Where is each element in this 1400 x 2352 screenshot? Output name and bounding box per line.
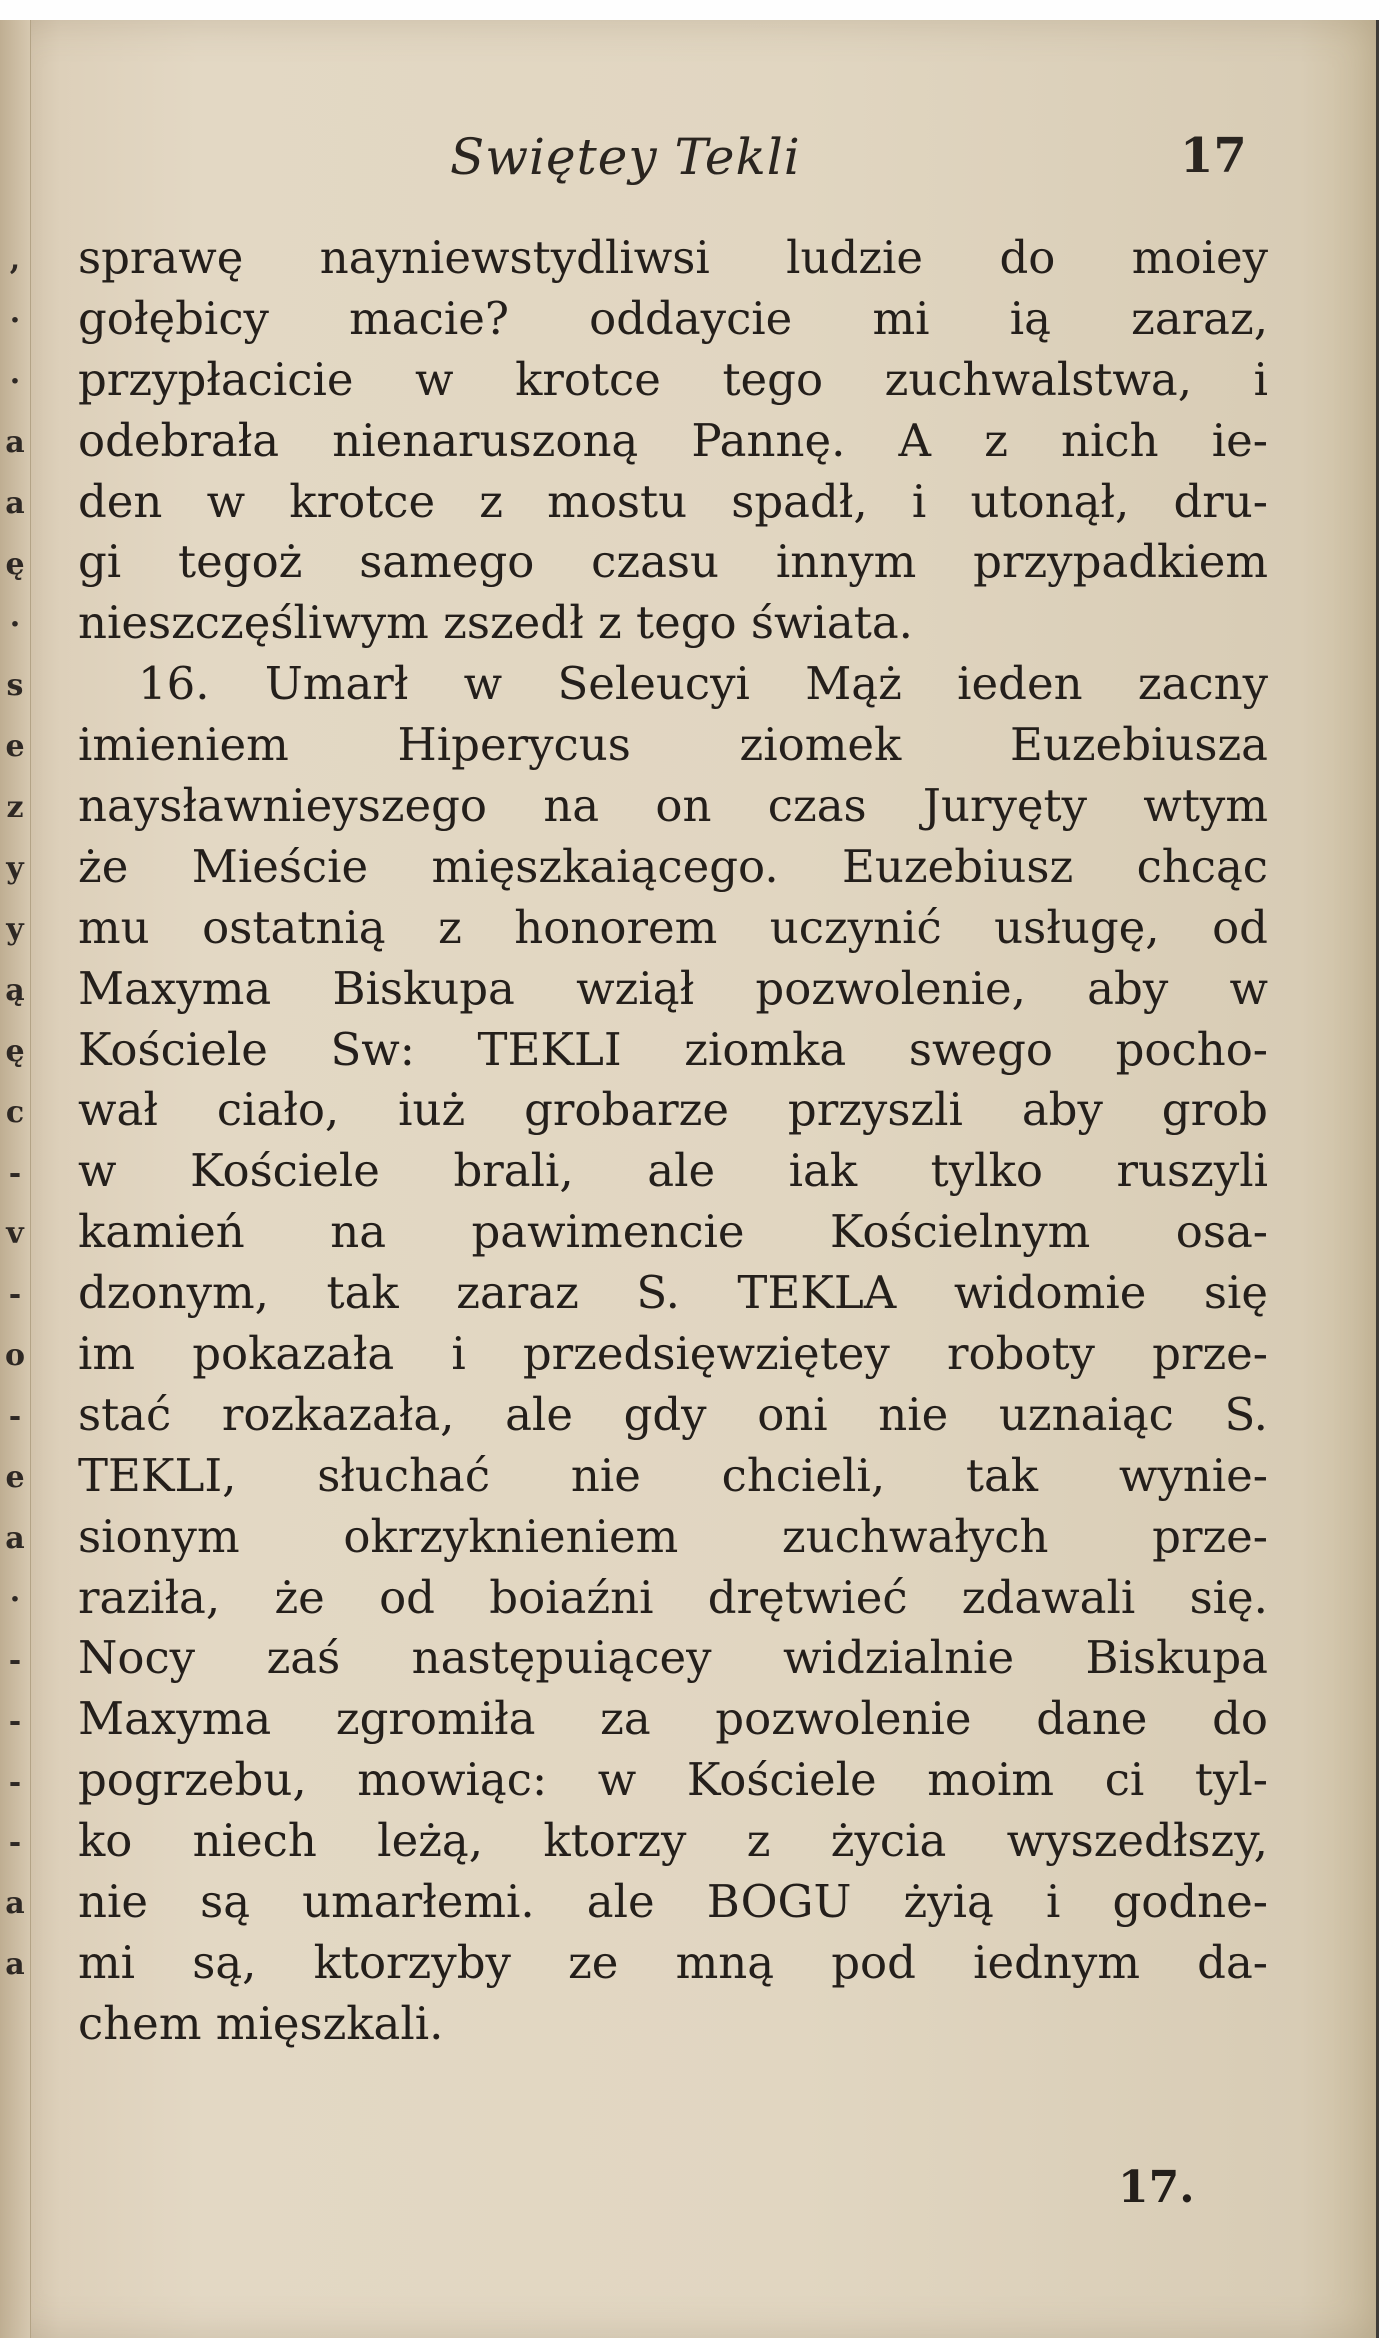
gutter-glyph: a bbox=[5, 1947, 25, 1983]
text-line: gi tegoż samego czasu innym przypadkiem bbox=[78, 535, 1268, 589]
gutter-glyph: y bbox=[6, 851, 24, 886]
text-line: wał ciało, iuż grobarze przyszli aby grob bbox=[78, 1083, 1268, 1137]
gutter-glyph: y bbox=[6, 911, 24, 947]
gutter-glyph: a bbox=[5, 485, 25, 521]
running-head bbox=[80, 128, 1260, 198]
gutter-glyph: · bbox=[9, 302, 21, 338]
gutter-glyph: z bbox=[6, 790, 24, 826]
body-text bbox=[78, 228, 1268, 2055]
text-line: ko niech leżą, ktorzy z życia wyszedłszy, bbox=[78, 1814, 1268, 1868]
text-line: przypłacicie w krotce tego zuchwalstwa, i bbox=[78, 352, 1268, 406]
catchword: 17. bbox=[1118, 2162, 1195, 2213]
gutter-glyph: s bbox=[6, 668, 24, 704]
text-line: że Mieście mięszkaiącego. Euzebiusz chcąc bbox=[78, 839, 1268, 893]
text-line: raziła, że od boiaźni drętwieć zdawali się. bbox=[78, 1570, 1268, 1624]
text-line: nie są umarłemi. ale BOGU żyią i godne- bbox=[78, 1875, 1268, 1929]
text-line: nieszczęśliwym zszedł z tego świata. bbox=[78, 596, 913, 650]
text-line: chem mięszkali. bbox=[78, 1996, 444, 2050]
text-line: TEKLI, słuchać nie chcieli, tak wynie- bbox=[78, 1448, 1268, 1502]
text-line: den w krotce z mostu spadł, i utonął, dru- bbox=[78, 474, 1268, 528]
gutter-glyph: - bbox=[8, 1399, 22, 1435]
facing-page-gutter bbox=[0, 20, 31, 2338]
gutter-glyph: ą bbox=[5, 972, 25, 1008]
text-line: dzonym, tak zaraz S. TEKLA widomie się bbox=[78, 1266, 1268, 1320]
text-line: imieniem Hiperycus ziomek Euzebiusza bbox=[78, 718, 1268, 772]
scan-margin bbox=[0, 2338, 1400, 2352]
page-number: 17 bbox=[1180, 128, 1247, 184]
gutter-glyph: ę bbox=[5, 1033, 25, 1069]
text-line: Maxyma Biskupa wziął pozwolenie, aby w bbox=[78, 961, 1268, 1015]
gutter-glyph: e bbox=[5, 729, 25, 765]
gutter-glyph: - bbox=[8, 1764, 22, 1800]
text-line: sprawę nayniewstydliwsi ludzie do moiey bbox=[78, 231, 1268, 284]
gutter-glyph: v bbox=[6, 1216, 24, 1252]
gutter-glyph: o bbox=[4, 1338, 25, 1374]
gutter-glyph: - bbox=[8, 1155, 22, 1191]
running-title: Swiętey Tekli bbox=[450, 128, 801, 186]
book-page bbox=[0, 20, 1379, 2338]
gutter-glyph: · bbox=[9, 607, 21, 643]
text-line: stać rozkazała, ale gdy oni nie uznaiąc S. bbox=[78, 1387, 1268, 1441]
gutter-glyph: a bbox=[5, 1886, 25, 1922]
text-line: naysławnieyszego na on czas Juryęty wtym bbox=[78, 779, 1268, 833]
text-line: mu ostatnią z honorem uczynić usługę, od bbox=[78, 900, 1268, 954]
gutter-glyph: , bbox=[9, 242, 21, 277]
text-line: odebrała nienaruszoną Pannę. A z nich ie- bbox=[78, 413, 1268, 467]
gutter-glyph: · bbox=[9, 1581, 21, 1617]
gutter-glyph: a bbox=[5, 1520, 25, 1556]
gutter-glyph: - bbox=[8, 1277, 22, 1313]
gutter-glyph: ę bbox=[5, 546, 25, 582]
text-line: mi są, ktorzyby ze mną pod iednym da- bbox=[78, 1935, 1268, 1989]
text-line: sionym okrzyknieniem zuchwałych prze- bbox=[78, 1509, 1268, 1563]
text-line: pogrzebu, mowiąc: w Kościele moim ci tyl- bbox=[78, 1753, 1268, 1807]
gutter-glyph: - bbox=[8, 1825, 22, 1861]
text-line: im pokazała i przedsięwziętey roboty prze- bbox=[78, 1327, 1268, 1381]
gutter-glyph: a bbox=[5, 424, 25, 460]
text-line: gołębicy macie? oddaycie mi ią zaraz, bbox=[78, 291, 1268, 345]
gutter-glyph: · bbox=[9, 363, 21, 399]
text-line: Kościele Sw: TEKLI ziomka swego pocho- bbox=[78, 1022, 1268, 1076]
gutter-glyph: c bbox=[5, 1094, 25, 1130]
gutter-glyph: - bbox=[8, 1642, 22, 1678]
text-line: Maxyma zgromiła za pozwolenie dane do bbox=[78, 1692, 1268, 1746]
gutter-glyph: - bbox=[8, 1703, 22, 1739]
gutter-glyph: e bbox=[5, 1460, 25, 1495]
text-line: kamień na pawimencie Kościelnym osa- bbox=[78, 1205, 1268, 1259]
paragraph-start-line: 16. Umarł w Seleucyi Mąż ieden zacny bbox=[138, 657, 1268, 711]
text-line: w Kościele brali, ale iak tylko ruszyli bbox=[78, 1144, 1268, 1198]
text-line: Nocy zaś następuiącey widzialnie Biskupa bbox=[78, 1631, 1268, 1685]
